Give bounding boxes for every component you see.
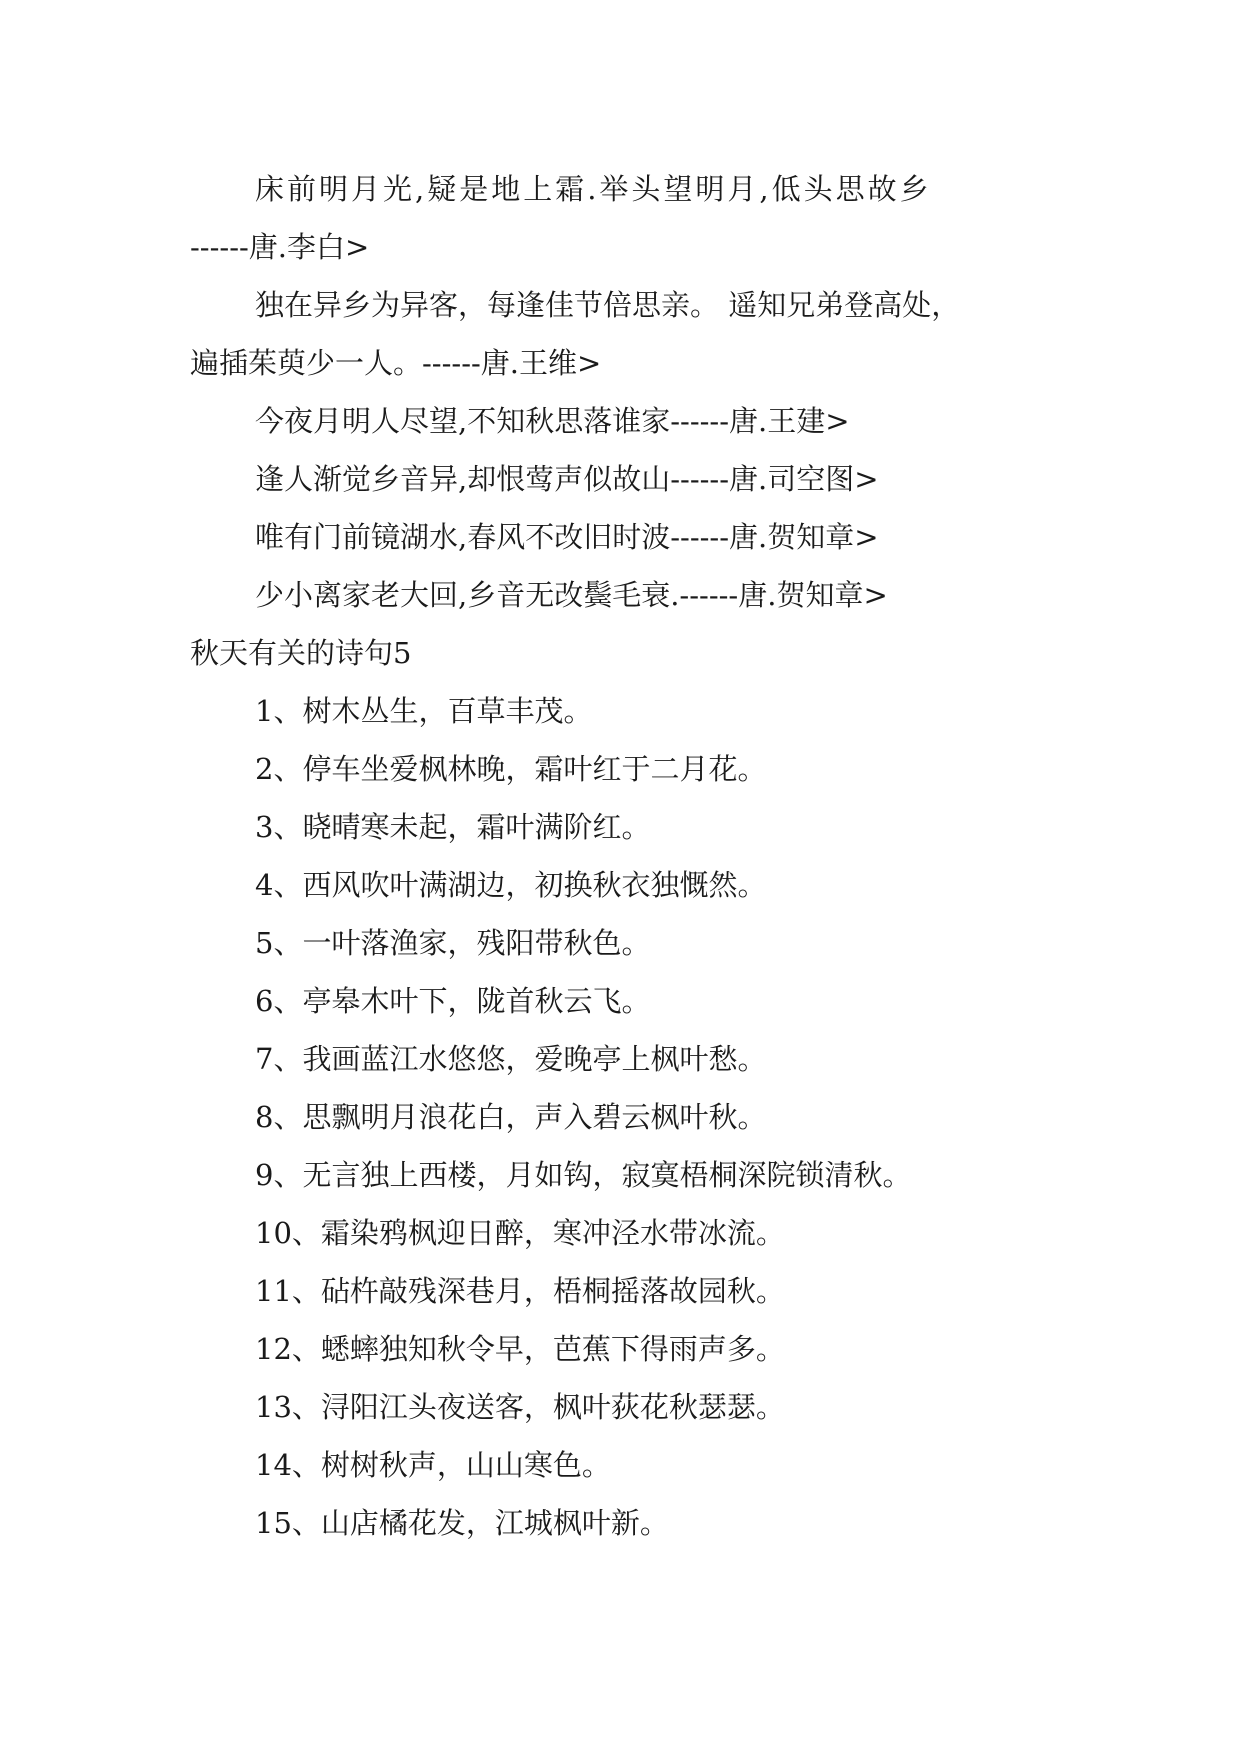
poem-line-wang-wei-cont: 遍插茱萸少一人。------唐.王维> (190, 346, 602, 380)
attribution-li-bai: ------唐.李白> (190, 230, 370, 264)
list-item: 11、砧杵敲残深巷月，梧桐摇落故园秋。 (255, 1274, 785, 1308)
poem-line-he-zhizhang-1: 唯有门前镜湖水,春风不改旧时波------唐.贺知章> (255, 520, 879, 554)
list-item: 8、思飘明月浪花白，声入碧云枫叶秋。 (255, 1100, 767, 1134)
poem-line-li-bai: 床前明月光,疑是地上霜.举头望明月,低头思故乡 (255, 172, 932, 206)
list-item: 12、蟋蟀独知秋令早，芭蕉下得雨声多。 (255, 1332, 785, 1366)
list-item: 3、晓晴寒未起，霜叶满阶红。 (255, 810, 651, 844)
list-item: 5、一叶落渔家，残阳带秋色。 (255, 926, 651, 960)
list-item: 15、山店橘花发，江城枫叶新。 (255, 1506, 669, 1540)
list-item: 2、停车坐爱枫林晚，霜叶红于二月花。 (255, 752, 767, 786)
list-item: 14、树树秋声，山山寒色。 (255, 1448, 611, 1482)
poem-line-he-zhizhang-2: 少小离家老大回,乡音无改鬓毛衰.------唐.贺知章> (255, 578, 888, 612)
poem-line-wang-jian: 今夜月明人尽望,不知秋思落谁家------唐.王建> (255, 404, 850, 438)
document-body (190, 160, 1070, 1552)
poem-line-sikong-tu: 逢人渐觉乡音异,却恨莺声似故山------唐.司空图> (255, 462, 879, 496)
poem-line-wang-wei: 独在异乡为异客，每逢佳节倍思亲。 遥知兄弟登高处， (255, 288, 961, 322)
list-item: 10、霜染鸦枫迎日醉，寒冲泾水带冰流。 (255, 1216, 785, 1250)
list-item: 6、亭皋木叶下，陇首秋云飞。 (255, 984, 651, 1018)
section-heading: 秋天有关的诗句5 (190, 636, 412, 670)
list-item: 4、西风吹叶满湖边，初换秋衣独慨然。 (255, 868, 767, 902)
list-item: 9、无言独上西楼，月如钩，寂寞梧桐深院锁清秋。 (255, 1158, 912, 1192)
list-item: 13、浔阳江头夜送客，枫叶荻花秋瑟瑟。 (255, 1390, 785, 1424)
list-item: 1、树木丛生，百草丰茂。 (255, 694, 593, 728)
list-item: 7、我画蓝江水悠悠，爱晚亭上枫叶愁。 (255, 1042, 767, 1076)
